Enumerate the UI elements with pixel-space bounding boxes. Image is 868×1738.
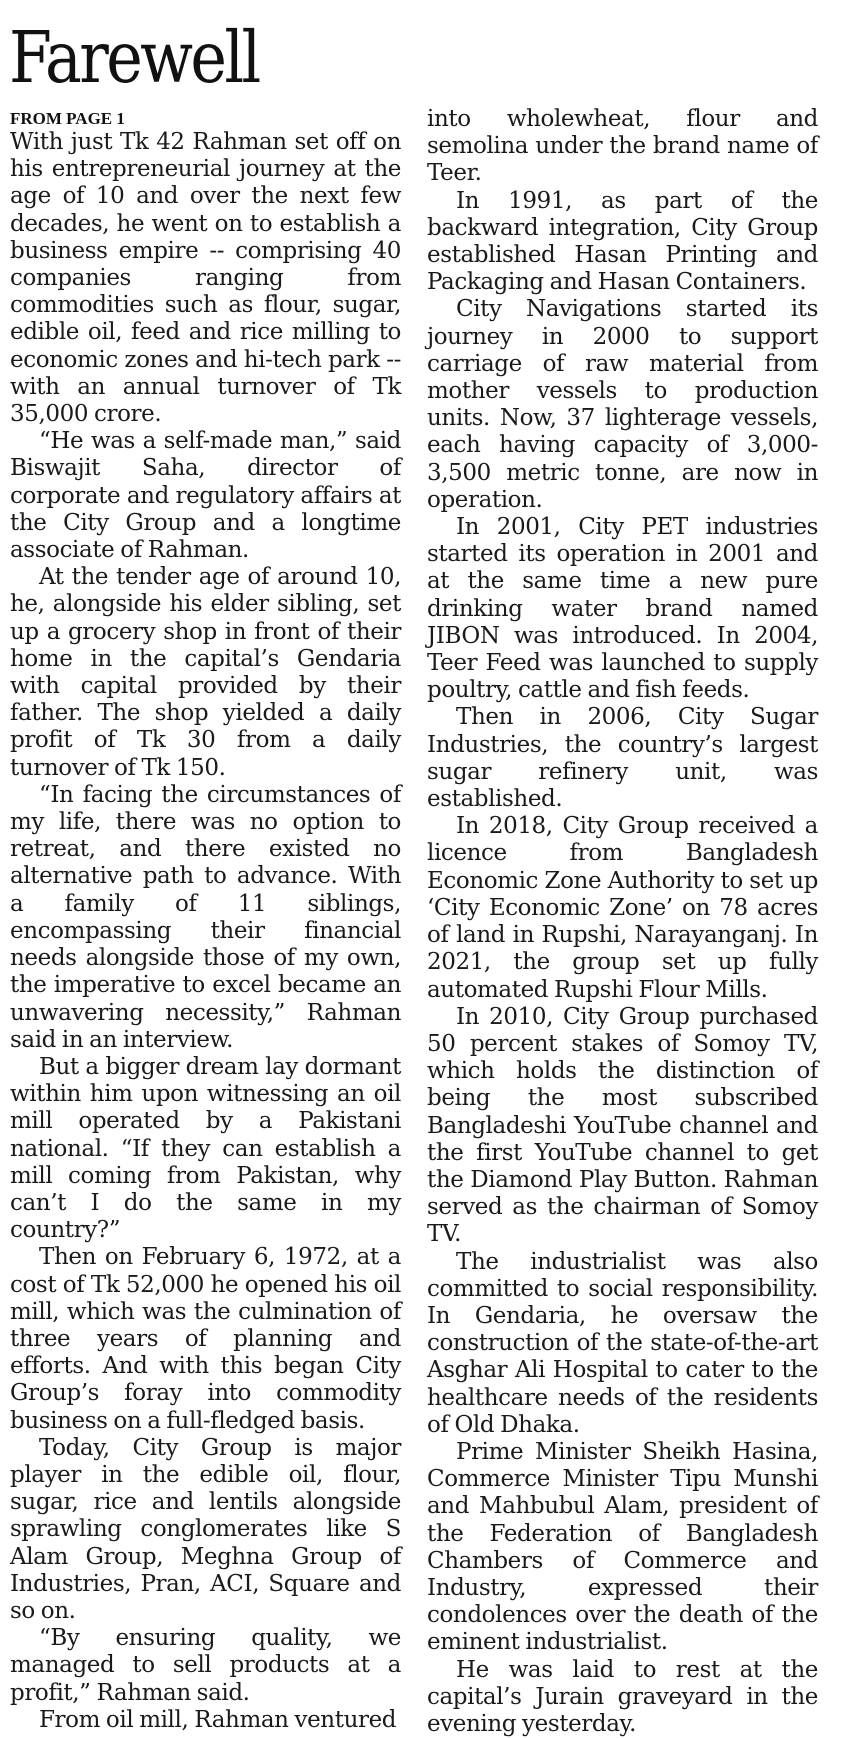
paragraph: In 2001, City PET industries started its operation in 2001 and at the same time a new pure drinking water brand named JIBON was introduced. In 2004, Teer Feed was launched to supply poultry, cattle and fish feeds. [427,514,818,704]
paragraph: “In facing the circumstances of my life, there was no option to retreat, and there existed no alternative path to advance. With a family of 11 siblings, encompassing their financial needs alongside those of my own, the imperative to excel became an unwavering necessity,” Rahman said in an interview. [10,781,401,1053]
paragraph: Then in 2006, City Sugar Industries, the country’s largest sugar refinery unit, was established. [427,704,818,813]
paragraph: From oil mill, Rahman ventured [39,1706,397,1733]
paragraph: But a bigger dream lay dormant within him upon witnessing an oil mill operated by a Pakistani national. “If they can establish a mill coming from Pakistan, why can’t I do the same in my country?” [10,1053,401,1244]
paragraph: City Navigations started its journey in 2000 to support carriage of raw material from mother vessels to production units. Now, 37 lighterage vessels, each having capacity of 3,000-3,500 metric tonne, are now in operation. [427,296,818,513]
paragraph-continued: into wholewheat, flour and semolina under the brand name of Teer. [427,106,818,187]
paragraph: Today, City Group is major player in the edible oil, flour, sugar, rice and lentils alongside sprawling conglomerates like S Alam Group, Meghna Group of Industries, Pran, ACI, Square and so on. [10,1434,401,1624]
paragraph: Prime Minister Sheikh Hasina, Commerce Minister Tipu Munshi and Mahbubul Alam, president of the Federation of Bangladesh Chambers of Commerce and Industry, expressed their condolences over the death of the eminent industrialist. [427,1438,818,1656]
paragraph: At the tender age of around 10, he, alongside his elder sibling, set up a grocery shop in front of their home in the capital’s Gendaria with capital provided by their father. The shop yielded a daily profit of Tk 30 from a daily turnover of Tk 150. [10,564,401,781]
paragraph: In 2018, City Group received a licence from Bangladesh Economic Zone Authority to set up ‘City Economic Zone’ on 78 acres of land in Rupshi, Narayanganj. In 2021, the group set up fully automated Rupshi Flour Mills. [427,813,818,1003]
paragraph: In 2010, City Group purchased 50 percent stakes of Somoy TV, which holds the distinction of being the most subscribed Bangladeshi YouTube channel and the first YouTube channel to get the Diamond Play Button. Rahman served as the chairman of Somoy TV. [427,1003,818,1248]
paragraph: Then on February 6, 1972, at a cost of Tk 52,000 he opened his oil mill, which was the culmination of three years of planning and efforts. And with this began City Group’s foray into commodity business on a full-fledged basis. [10,1244,401,1434]
paragraph: The industrialist was also committed to social responsibility. In Gendaria, he oversaw the construction of the state-of-the-art Asghar Ali Hospital to cater to the healthcare needs of the residents of Old Dhaka. [427,1248,818,1438]
headline: Farewell [9,16,259,99]
paragraph: “He was a self-made man,” said Biswajit Saha, director of corporate and regulatory affairs at the City Group and a longtime associate of Rahman. [10,428,401,564]
paragraph: “By ensuring quality, we managed to sell products at a profit,” Rahman said. [10,1625,401,1706]
article-column-left [10,108,401,1734]
paragraph: In 1991, as part of the backward integration, City Group established Hasan Printing and Packaging and Hasan Containers. [427,187,818,296]
paragraph: With just Tk 42 Rahman set off on his entrepreneurial journey at the age of 10 and over the next few decades, he went on to establish a business empire -- comprising 40 companies ranging from commodities such as flour, sugar, edible oil, feed and rice milling to economic zones and hi-tech park -- with an annual turnover of Tk 35,000 crore. [10,129,401,428]
paragraph: He was laid to rest at the capital’s Jurain graveyard in the evening yesterday. [427,1656,818,1737]
article-column-right [427,106,818,1738]
kicker-from-page: FROM PAGE 1 [10,109,125,128]
